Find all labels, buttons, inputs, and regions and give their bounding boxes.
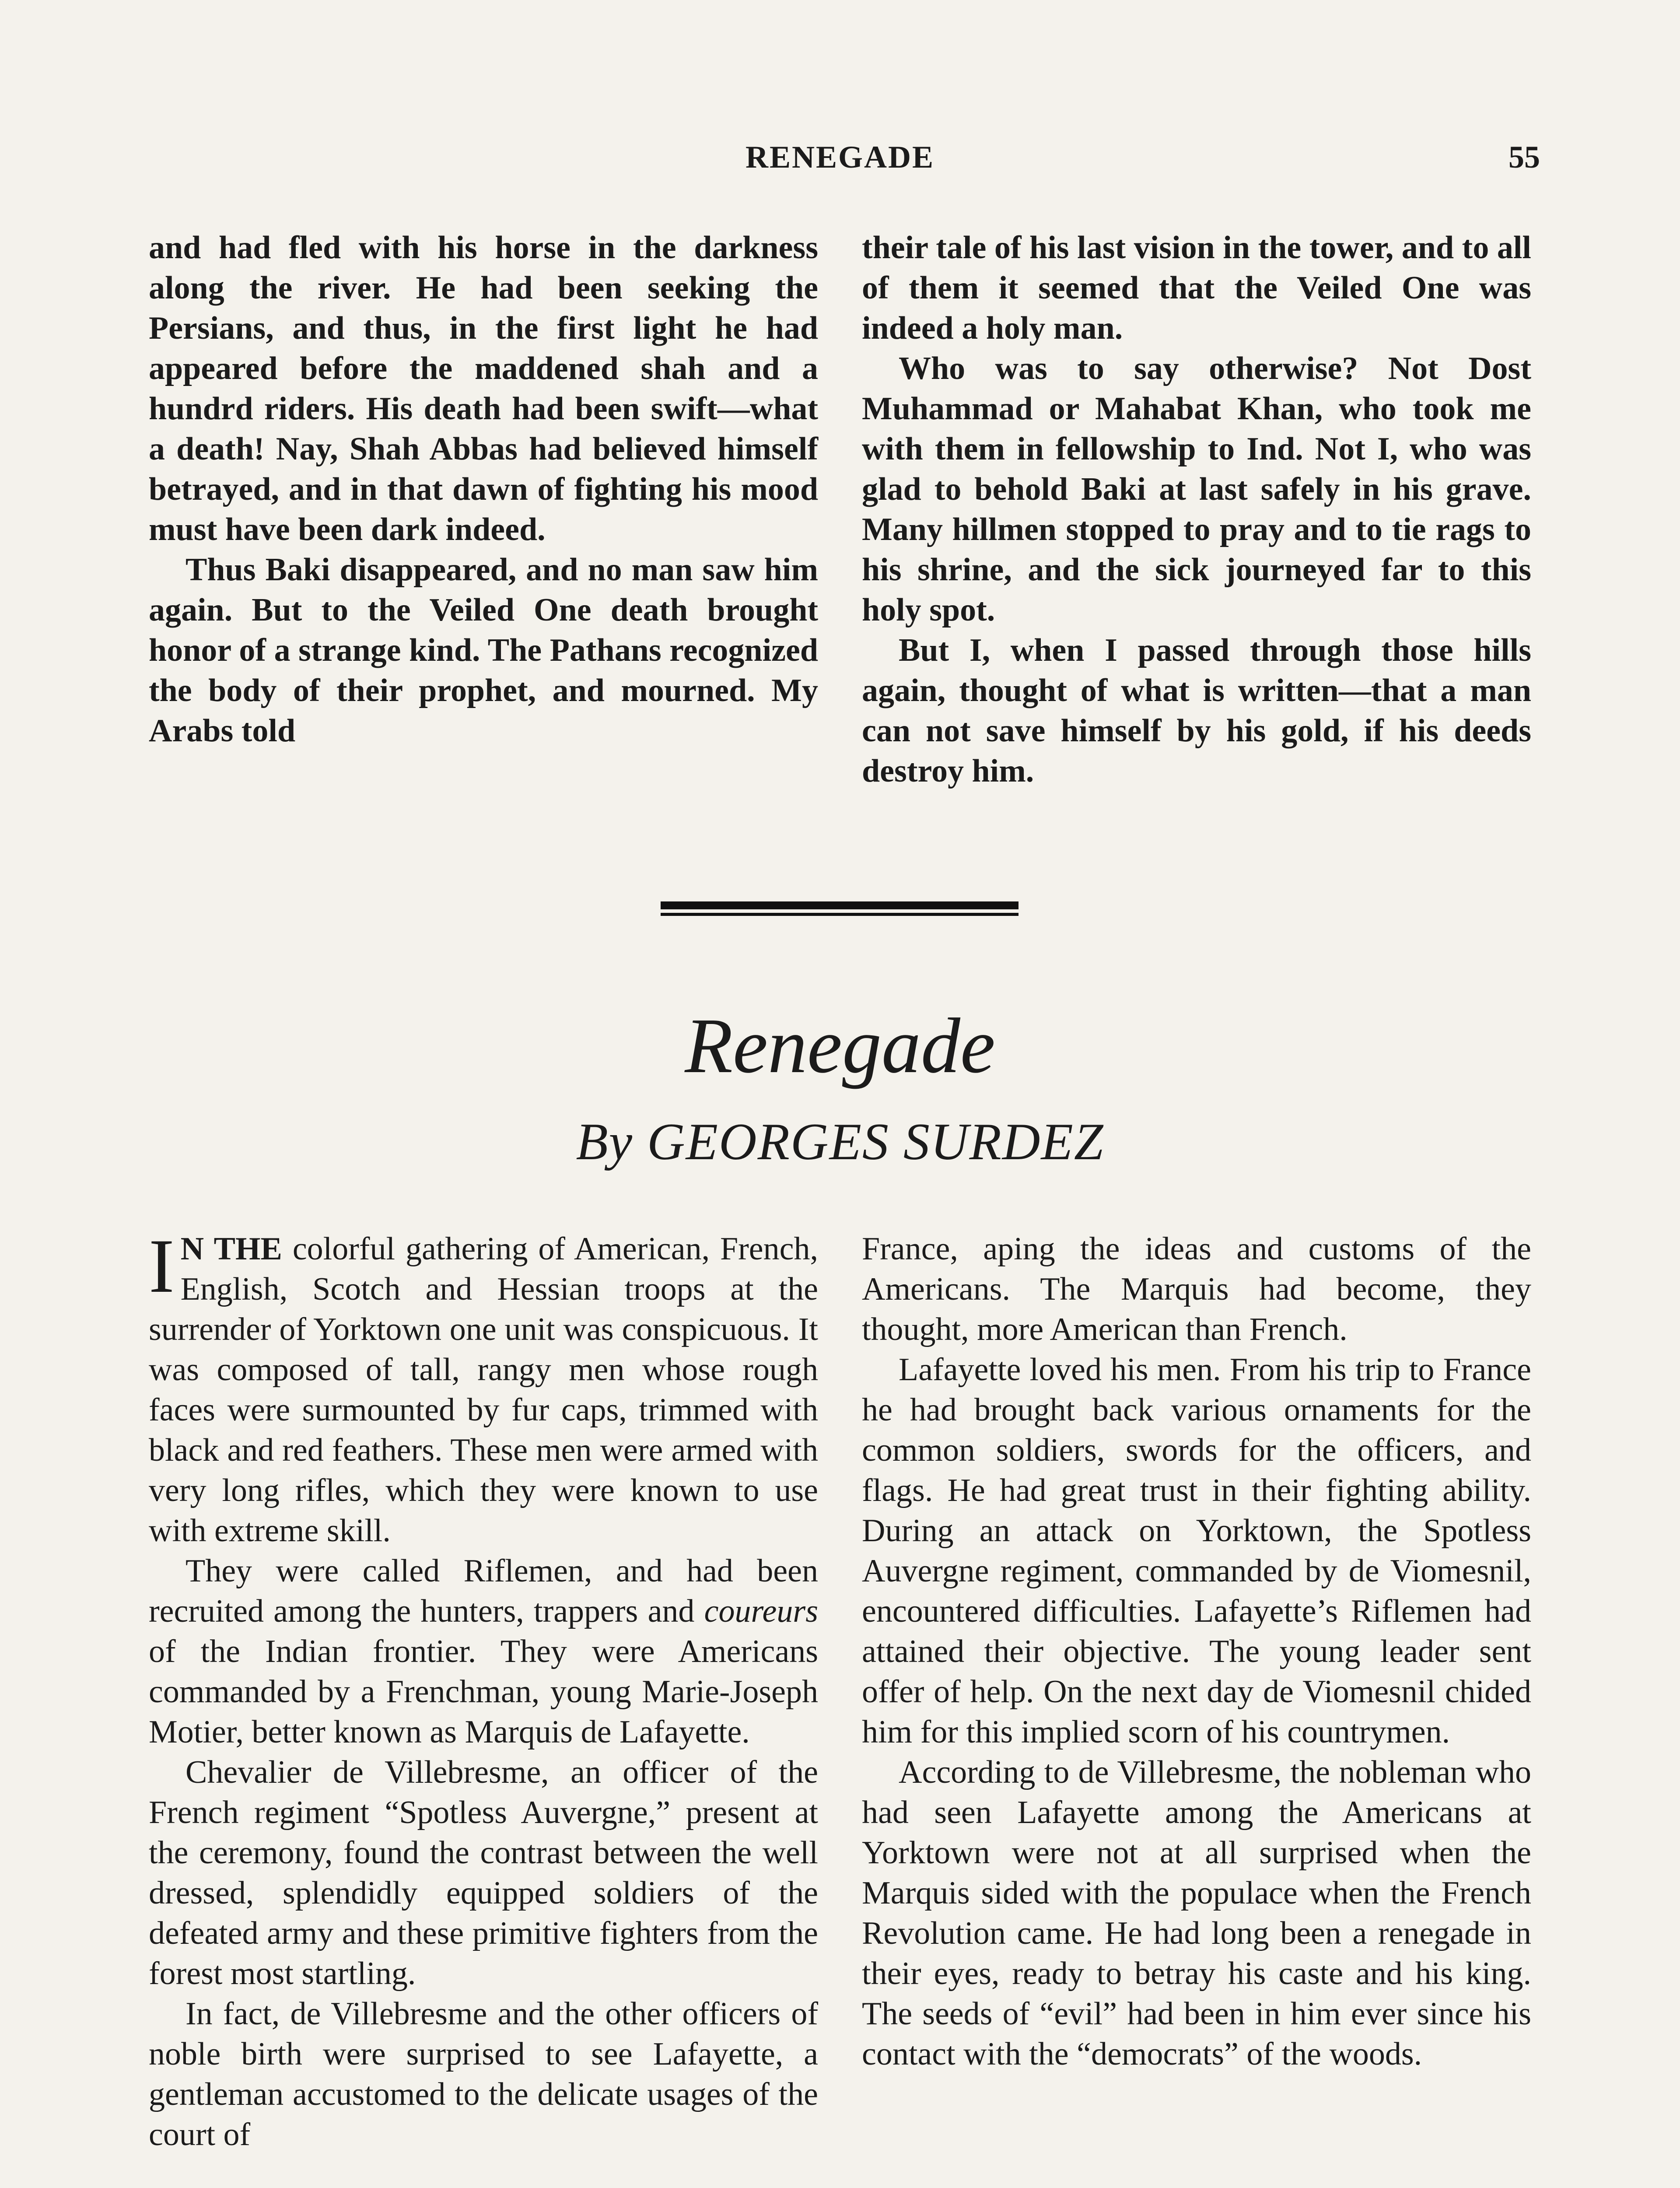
paragraph-text: of the Indian frontier. They were Americans commanded by a Frenchman, young Marie-Joseph Motier, better known as Marquis de Lafayette.	[149, 1634, 818, 1750]
paragraph	[149, 1551, 818, 1752]
opening-text: colorful gathering of American, French, English, Scotch and Hessian troops at the surrender of Yorktown one unit was conspicuous. It was composed of tall, rangy men whose rough faces were surmounted by fur caps, trimmed with black and red feathers. These men were armed with very long rifles, which they were known to use with extreme skill.	[149, 1231, 819, 1549]
paragraph: Lafayette loved his men. From his trip to France he had brought back various ornaments for the common soldiers, swords for the officers, and flags. He had great trust in their fighting ability. During an attack on Yorktown, the Spotless Auvergne regiment, commanded by de Viomesnil, encountered difficulties. Lafayette’s Riflemen had attained their objective. The young leader sent offer of help. On the next day de Viomesnil chided him for this implied scorn of his countrymen.	[862, 1352, 1531, 1750]
opening-paragraph	[149, 1224, 819, 1551]
divider-thick-line	[661, 901, 1018, 909]
paragraph: In fact, de Villebresme and the other officers of noble birth were surprised to see Lafayette, a gentleman accustomed to the delicate usages of the court of	[149, 1996, 818, 2153]
previous-story-text	[149, 228, 1531, 791]
story-left-column	[149, 1224, 819, 2155]
running-title: RENEGADE	[745, 140, 935, 175]
divider-thin-line	[661, 913, 1018, 916]
section-divider-rule	[661, 901, 1018, 916]
paragraph-text: They were called Riflemen, and had been recruited among the hunters, trappers and	[149, 1553, 818, 1629]
paragraph: Thus Baki disappeared, and no man saw him again. But to the Veiled One death brought honor of a strange kind. The Pathans recognized the body of their prophet, and mourned. My Arabs told	[149, 552, 818, 749]
previous-story-right-column	[862, 228, 1531, 791]
paragraph: their tale of his last vision in the tower, and to all of them it seemed that the Veiled One was indeed a holy man.	[862, 230, 1531, 346]
story-text	[149, 1224, 1531, 2155]
drop-cap: I	[149, 1224, 175, 1309]
story-byline: By GEORGES SURDEZ	[576, 1112, 1104, 1171]
page-number: 55	[1508, 140, 1540, 175]
paragraph: But I, when I passed through those hills again, thought of what is written—that a man can not save himself by his gold, if his deeds destroy him.	[862, 632, 1531, 789]
paragraph: According to de Villebresme, the nobleman who had seen Lafayette among the Americans at Yorktown were not at all surprised when the Marquis sided with the populace when the French Revolution came. He had long been a renegade in their eyes, ready to betray his caste and his king. The seeds of “evil” had been in him ever since his contact with the “democrats” of the woods.	[862, 1754, 1531, 2072]
lead-in-caps: N THE	[180, 1231, 282, 1267]
paragraph: France, aping the ideas and customs of the Americans. The Marquis had become, they thought, more American than French.	[862, 1231, 1531, 1347]
paragraph: Chevalier de Villebresme, an officer of the French regiment “Spotless Auvergne,” present at the ceremony, found the contrast between the well dressed, splendidly equipped soldiers of the defeated army and these primitive fighters from the forest most startling.	[149, 1754, 818, 1992]
previous-story-left-column	[149, 228, 818, 791]
story-right-column	[862, 1229, 1531, 2155]
running-head	[149, 139, 1540, 179]
paragraph: Who was to say otherwise? Not Dost Muhammad or Mahabat Khan, who took me with them in fellowship to Ind. Not I, who was glad to behold Baki at last safely in his grave. Many hillmen stopped to pray and to tie rags to his shrine, and the sick journeyed far to this holy spot.	[862, 351, 1531, 628]
story-title: Renegade	[685, 1002, 995, 1089]
paragraph: and had fled with his horse in the darkness along the river. He had been seeking the Persians, and thus, in the first light he had appeared before the maddened shah and a hundrd riders. His death had been swift—what a death! Nay, Shah Abbas had believed himself betrayed, and in that dawn of fighting his mood must have been dark indeed.	[149, 230, 818, 547]
italic-word: coureurs	[704, 1593, 818, 1629]
